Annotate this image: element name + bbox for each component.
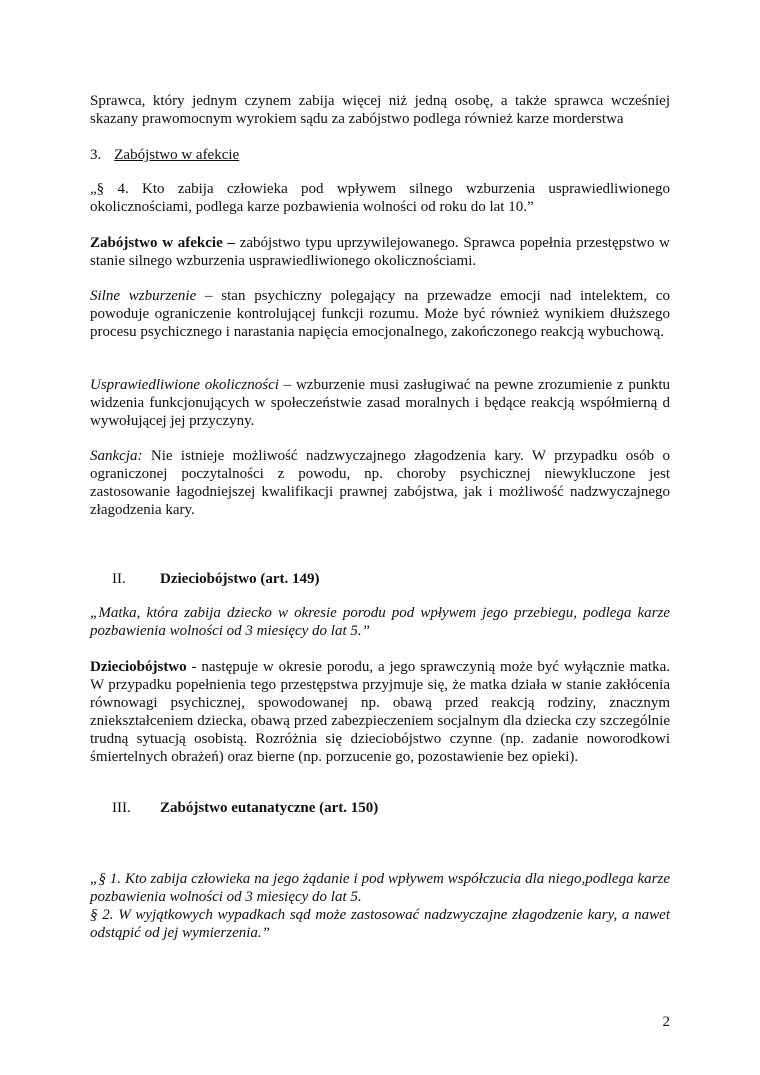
- quote-art150: [90, 870, 670, 942]
- term-usprawiedliwione-okolicznosci: Usprawiedliwione okoliczności: [90, 377, 279, 393]
- definition-silne-wzburzenie: – stan psychiczny polegający na przewadze emocji nad intelektem, co powoduje ograniczenie kontrolującej funkcji rozumu. Może być również wynikiem dłuższego procesu psychicznego i narastania napięcia emocjonalnego, zakończonego reakcją wybuchową.: [90, 288, 670, 340]
- quote-art150-par2: § 2. W wyjątkowych wypadkach sąd może zastosować nadzwyczajne złagodzenie kary, a nawet odstąpić od jej wymierzenia.”: [90, 907, 670, 941]
- quote-art148-par4: „§ 4. Kto zabija człowieka pod wpływem silnego wzburzenia usprawiedliwionego okolicznościami, podlega karze pozbawienia wolności od roku do lat 10.”: [90, 181, 670, 215]
- paragraph-dzieciobojstwo: [90, 658, 670, 766]
- paragraph-usprawiedliwione-okolicznosci: [90, 376, 670, 430]
- section-III-number: III.: [112, 800, 131, 816]
- definition-zabojstwo-w-afekcie: zabójstwo typu uprzywilejowanego. Sprawca popełnia przestępstwo w stanie silnego wzburzenia usprawiedliwionego okolicznościami.: [90, 235, 670, 269]
- quote-art149: „Matka, która zabija dziecko w okresie porodu pod wpływem jego przebiegu, podlega karze pozbawienia wolności od 3 miesięcy do lat 5.”: [90, 605, 670, 639]
- section-II-number: II.: [112, 571, 126, 587]
- quote-art150-par1: „§ 1. Kto zabija człowieka na jego żądanie i pod wpływem współczucia dla niego,podlega karze pozbawienia wolności od 3 miesięcy do lat 5.: [90, 871, 670, 905]
- paragraph-sankcja: [90, 447, 670, 519]
- page-number: 2: [662, 1014, 670, 1030]
- section-III-title: Zabójstwo eutanatyczne (art. 150): [160, 800, 379, 816]
- term-zabojstwo-w-afekcie: Zabójstwo w afekcie –: [90, 235, 235, 251]
- paragraph-silne-wzburzenie: [90, 287, 670, 341]
- section-3-number: 3.: [90, 147, 102, 163]
- definition-dzieciobojstwo: - następuje w okresie porodu, a jego sprawczynią może być wyłącznie matka. W przypadku popełnienia tego przestępstwa przyjmuje się, że matka działa w stanie zakłócenia równowagi psychicznej, spowodowanej np. obawą przed reakcją rodziny, znacznym zniekształceniem dziecka, obawą przed zabezpieczeniem socjalnym dla dziecka czy szczególnie trudną sytuacją osobistą. Rozróżnia się dzieciobójstwo czynne (np. zadanie noworodkowi śmiertelnych obrażeń) oraz bierne (np. porzucenie go, pozostawienie bez opieki).: [90, 659, 670, 765]
- definition-usprawiedliwione-okolicznosci: – wzburzenie musi zasługiwać na pewne zrozumienie z punktu widzenia funkcjonujących w społeczeństwie zasad moralnych i będące reakcją współmierną d wywołującej jej przyczyny.: [90, 377, 670, 429]
- section-3-heading: [90, 146, 670, 164]
- section-II-title: Dzieciobójstwo (art. 149): [160, 571, 320, 587]
- paragraph-zabojstwo-w-afekcie: [90, 234, 670, 270]
- term-dzieciobojstwo: Dzieciobójstwo: [90, 659, 187, 675]
- definition-sankcja: Nie istnieje możliwość nadzwyczajnego złagodzenia kary. W przypadku osób o ograniczonej poczytalności z powodu, np. choroby psychicznej niewykluczone jest zastosowanie łagodniejszej kwalifikacji prawnej zabójstwa, jak i możliwość nadzwyczajnego złagodzenia kary.: [90, 448, 670, 518]
- term-sankcja: Sankcja:: [90, 448, 143, 464]
- paragraph-morderstwo: Sprawca, który jednym czynem zabija więcej niż jedną osobę, a także sprawca wcześniej skazany prawomocnym wyrokiem sądu za zabójstwo podlega również karze morderstwa: [90, 93, 670, 127]
- term-silne-wzburzenie: Silne wzburzenie: [90, 288, 197, 304]
- section-3-title: Zabójstwo w afekcie: [114, 147, 240, 163]
